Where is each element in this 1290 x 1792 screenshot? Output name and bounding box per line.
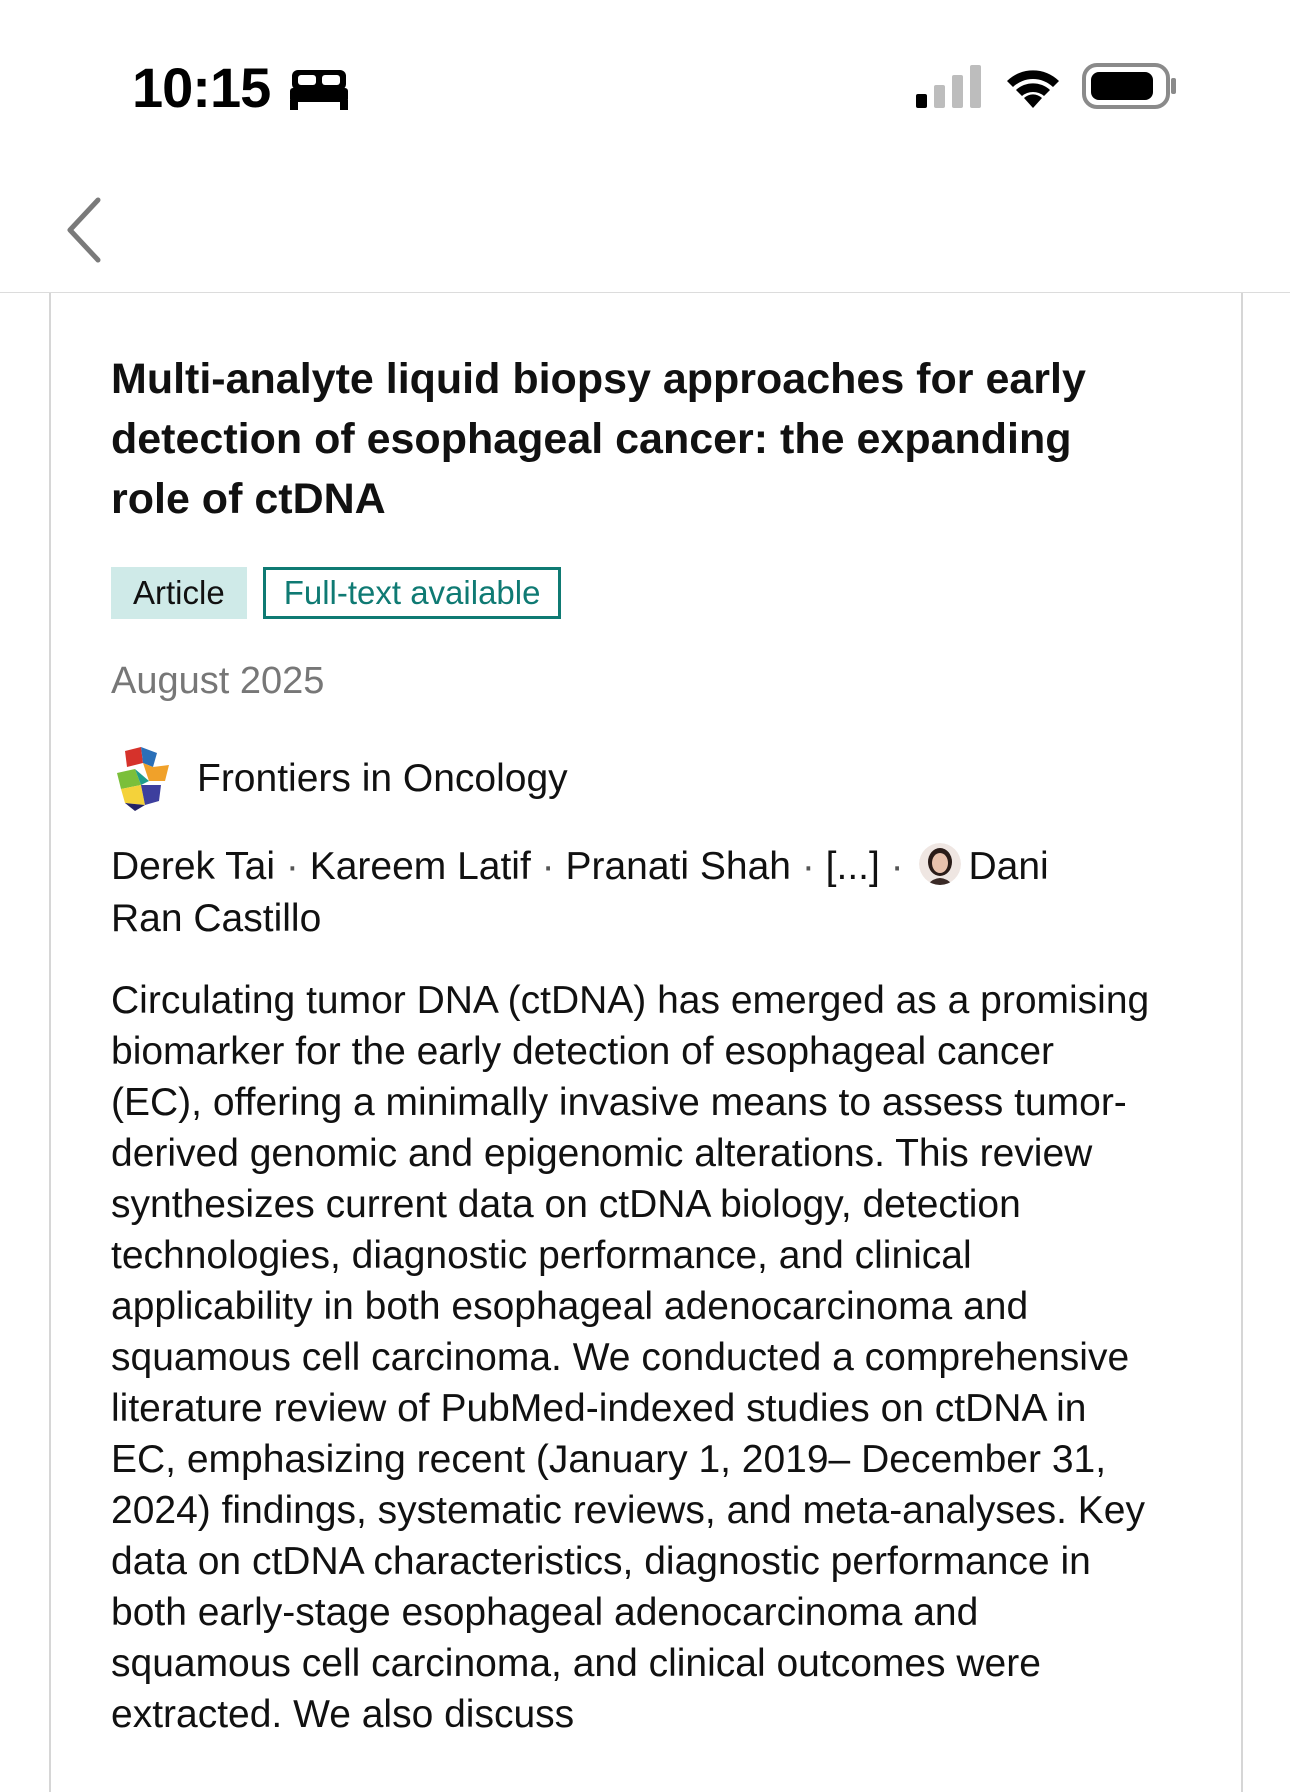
status-bar — [0, 0, 1290, 170]
article-type-badge: Article — [111, 567, 247, 619]
journal-row[interactable] — [111, 743, 1191, 815]
author-separator: · — [790, 845, 826, 888]
fulltext-available-badge[interactable]: Full-text available — [263, 567, 562, 619]
wifi-icon — [1002, 62, 1064, 110]
more-authors-button[interactable]: [...] — [825, 845, 880, 888]
navigation-bar — [0, 170, 1290, 293]
publication-date: August 2025 — [111, 660, 325, 702]
author-separator: · — [530, 845, 566, 888]
article-card-content — [111, 293, 1191, 1779]
journal-name[interactable]: Frontiers in Oncology — [197, 757, 568, 800]
author-link[interactable]: Derek Tai — [111, 845, 276, 888]
article-title: Multi-analyte liquid biopsy approaches for early detection of esophageal cancer: the expanding role of ctDNA — [111, 355, 1086, 523]
signal-icon — [914, 64, 984, 108]
article-badges — [111, 567, 1191, 619]
article-card — [49, 293, 1243, 1792]
author-list — [111, 841, 1121, 945]
battery-icon — [1082, 62, 1178, 110]
author-link[interactable]: Kareem Latif — [309, 845, 531, 888]
frontiers-logo-icon — [111, 745, 175, 813]
author-link[interactable]: Dani Ran Castillo — [111, 845, 1049, 940]
status-time: 10:15 — [132, 56, 271, 119]
bed-icon — [290, 66, 348, 110]
article-abstract: Circulating tumor DNA (ctDNA) has emerged as a promising biomarker for the early detection of esophageal cancer (EC), offering a minimally invasive means to assess tumor-derived genomic and epigenomic alterations. This review synthesizes current data on ctDNA biology, detection technologies, diagnostic performance, and clinical applicability in both esophageal adenocarcinoma and squamous cell carcinoma. We conducted a comprehensive literature review of PubMed-indexed studies on ctDNA in EC, emphasizing recent (January 1, 2019– December 31, 2024) findings, systematic reviews, and meta-analyses. Key data on ctDNA characteristics, diagnostic performance in both early-stage esophageal adenocarcinoma and squamous cell carcinoma, and clinical outcomes were extracted. We also discuss — [111, 979, 1150, 1736]
author-separator: · — [879, 845, 915, 888]
author-avatar[interactable] — [919, 843, 961, 885]
chevron-left-icon — [56, 190, 116, 270]
author-link[interactable]: Pranati Shah — [565, 845, 791, 888]
author-separator: · — [275, 845, 310, 888]
back-button[interactable] — [56, 190, 116, 270]
